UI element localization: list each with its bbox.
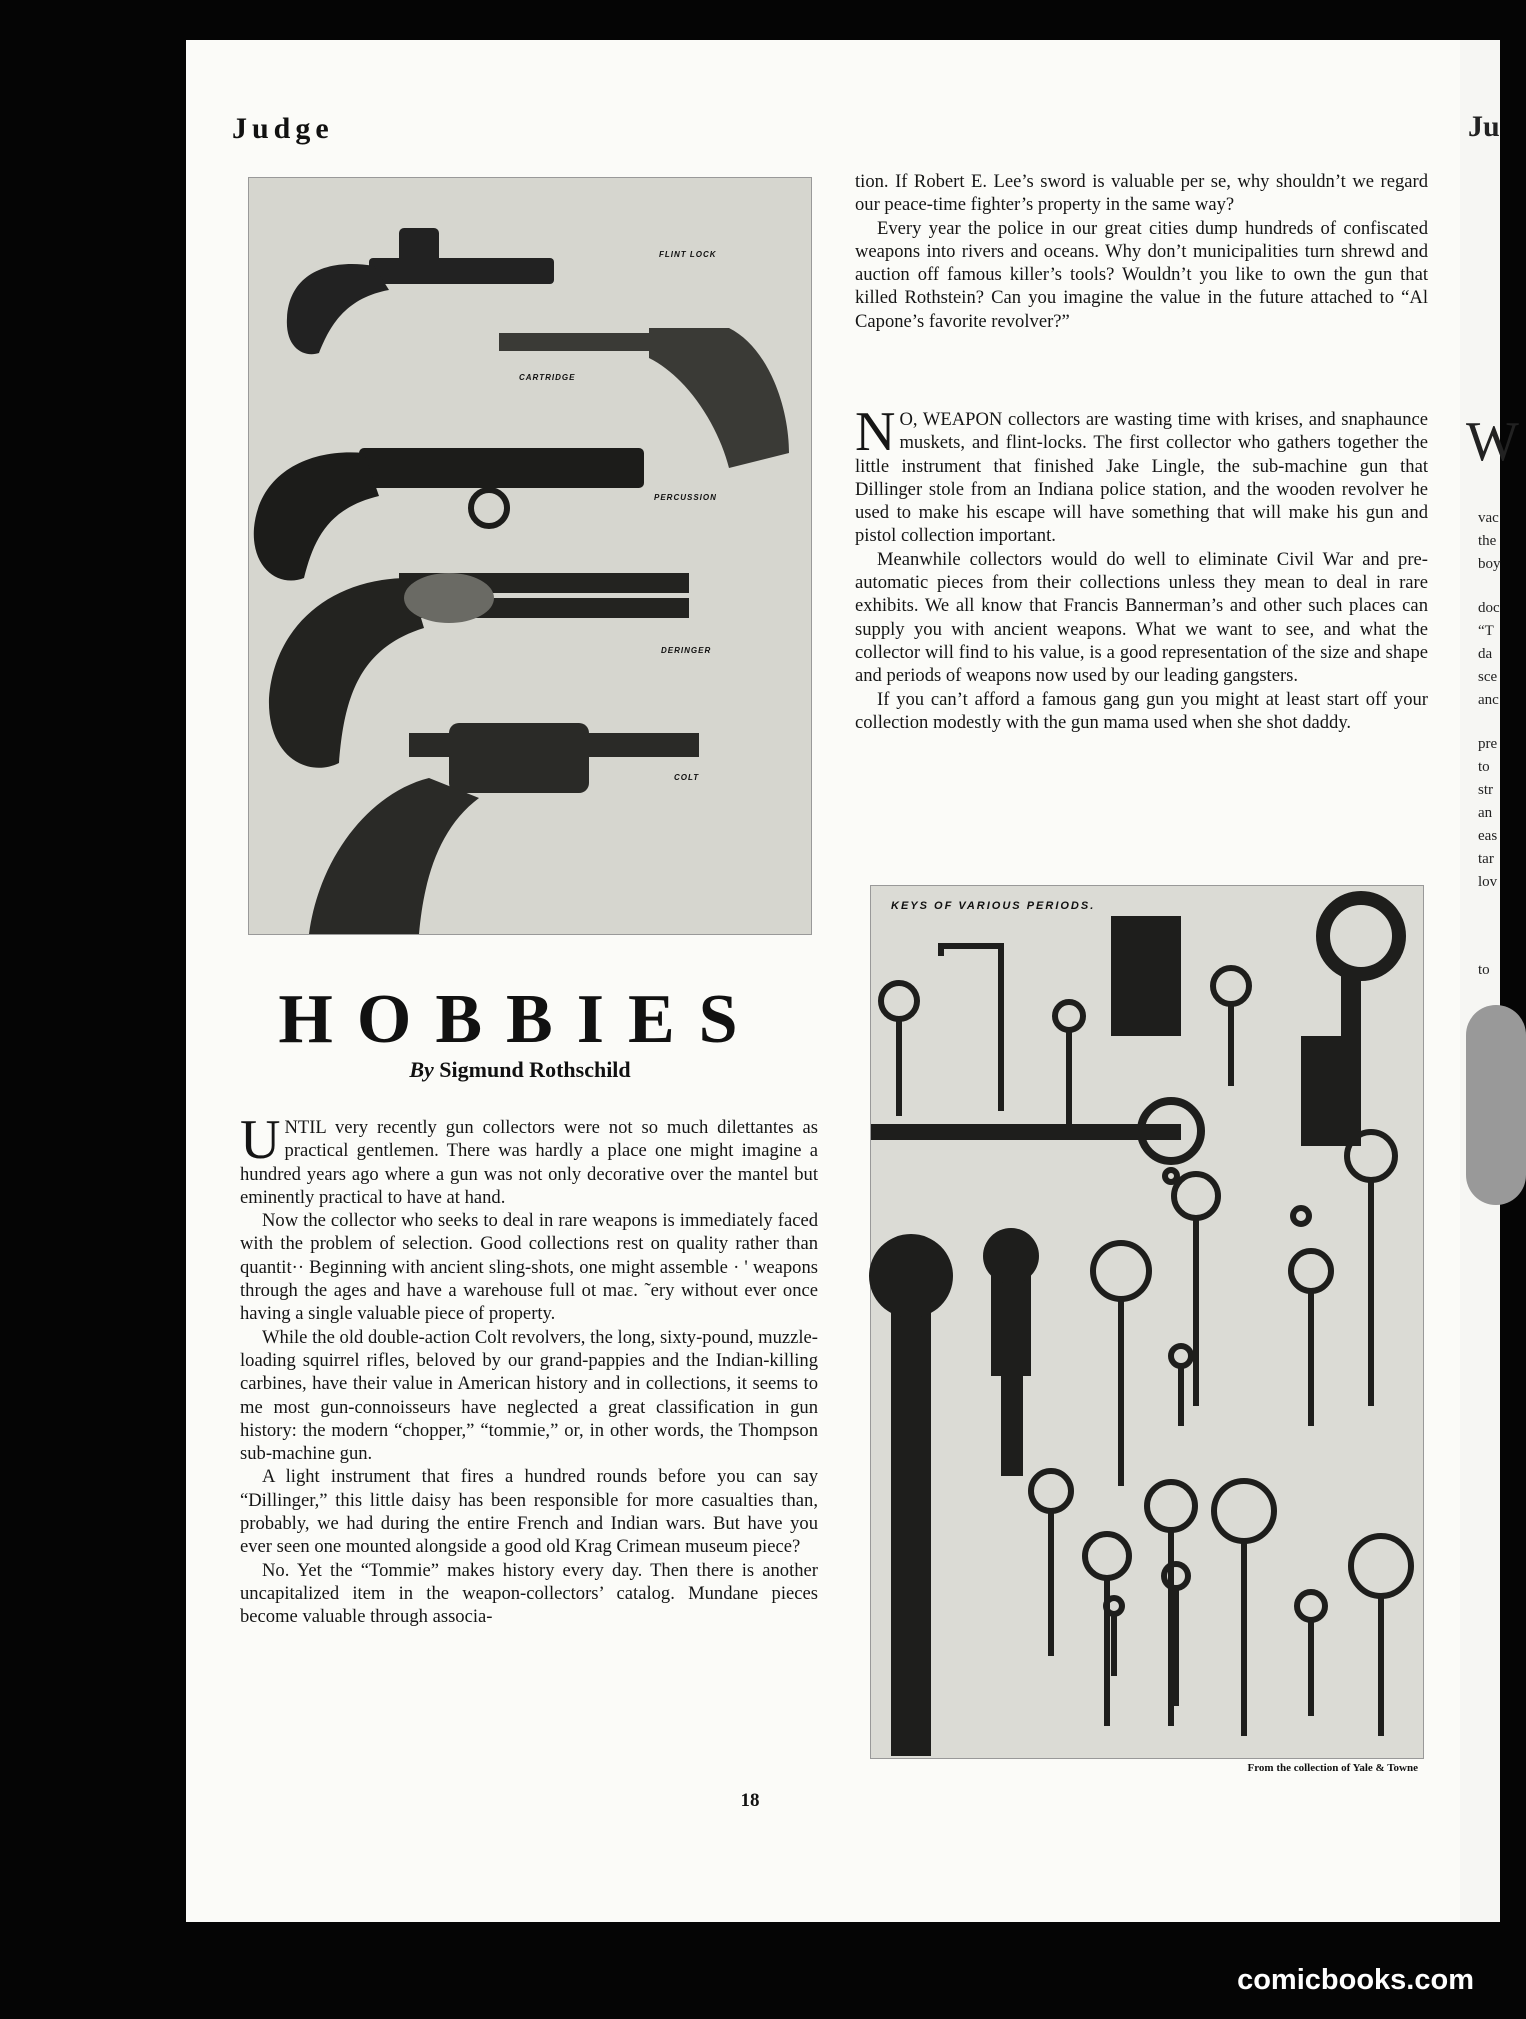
- paragraph: tion. If Robert E. Lee’s sword is valuable per se, why shouldn’t we regard our peace-time fighter’s property in the same way?: [855, 171, 1428, 216]
- next-page-fragment: boy: [1478, 556, 1501, 572]
- photo-label: CARTRIDGE: [519, 373, 576, 382]
- running-head: Judge: [232, 112, 334, 145]
- next-page-edge: [1460, 40, 1519, 1922]
- byline: [250, 1057, 790, 1083]
- article-column-right-top: [855, 170, 1428, 333]
- author-name: Sigmund Rothschild: [439, 1057, 631, 1082]
- photo-caption: From the collection of Yale & Towne: [1247, 1762, 1418, 1774]
- next-page-fragment: pre: [1478, 736, 1498, 752]
- antique-pistols-photo: [248, 177, 812, 935]
- next-page-fragment: vac: [1478, 510, 1499, 526]
- watermark: comicbooks.com: [1237, 1964, 1474, 1996]
- paragraph: [855, 401, 1428, 548]
- next-page-fragment: to: [1478, 759, 1490, 775]
- byline-prefix: By: [409, 1057, 434, 1082]
- article-column-right-middle: [855, 401, 1428, 734]
- next-page-fragment: str: [1478, 782, 1493, 798]
- photo-label: FLINT LOCK: [659, 250, 717, 259]
- paragraph: Meanwhile collectors would do well to eliminate Civil War and pre-automatic pieces from their collections unless they mean to deal in rare exhibits. We all know that Francis Bannerman’s and other such places can supply you with ancient weapons. What we want to see, and what the collector will find to his value, is a good representation of the size and shape and periods of weapons now used by our leading gangsters.: [855, 548, 1428, 687]
- next-page-fragment: sce: [1478, 669, 1498, 685]
- article-title: HOBBIES: [278, 981, 762, 1058]
- drop-cap: N: [855, 401, 896, 463]
- paragraph: Now the collector who seeks to deal in rare weapons is immediately faced with the problem of selection. Good collections rest on quality rather than quantit·· Beginning with ancient sling-shots, one might assemble · ' weapons through the ages and have a warehouse full ot maε. ˜ery without ever once having a single valuable piece of property.: [240, 1210, 818, 1325]
- next-page-image-edge: [1466, 1005, 1526, 1205]
- next-page-fragment: an: [1478, 805, 1493, 821]
- paragraph-text: NTIL very recently gun collectors were not so much dilettantes as practical gentlemen. There was hardly a place one might imagine a hundred years ago where a gun was not only decorative over the mantel but eminently practical to have at hand.: [240, 1117, 818, 1208]
- photo-label: COLT: [674, 773, 700, 782]
- next-page-fragment: tar: [1478, 851, 1494, 867]
- paragraph: A light instrument that fires a hundred rounds before you can say “Dillinger,” this little daisy has been responsible for more casualties than, probably, we had during the entire French and Indian wars. But have you ever seen one mounted alongside a good old Krag Crimean museum piece?: [240, 1466, 818, 1558]
- drop-cap: U: [240, 1109, 281, 1171]
- paragraph: If you can’t afford a famous gang gun you might at least start off your collection modestly with the gun mama used when she shot daddy.: [855, 688, 1428, 733]
- article-column-left: [240, 1109, 818, 1629]
- paragraph-text: O, WEAPON collectors are wasting time with krises, and snaphaunce muskets, and flint-locks. The first collector who gathers together the little instrument that finished Jake Lingle, the sub-machine gun that Dillinger stole from an Indiana police station, and the wooden revolver he used to make his escape will have something that will make his gun and pistol collection important.: [855, 409, 1428, 547]
- pistols-illustration: [249, 178, 811, 934]
- photo-label: DERINGER: [661, 646, 712, 655]
- antique-keys-photo: [870, 885, 1424, 1759]
- paragraph: Every year the police in our great cities dump hundreds of confiscated weapons into rivers and oceans. Why don’t municipalities turn shrewd and auction off famous killer’s tools? Wouldn’t you like to own the gun that killed Rothstein? Can you imagine the value in the future attached to “Al Capone’s favorite revolver?”: [855, 217, 1428, 332]
- next-page-fragment: doc: [1478, 600, 1500, 616]
- next-page-fragment: lov: [1478, 874, 1498, 890]
- next-page-fragment: “T: [1478, 623, 1494, 639]
- next-page-fragment: anc: [1478, 692, 1499, 708]
- next-page-header-fragment: Ju: [1468, 110, 1500, 143]
- next-page-fragment: W: [1466, 411, 1519, 473]
- next-page-fragment: to: [1478, 962, 1490, 978]
- paragraph: [240, 1109, 818, 1209]
- next-page-fragment: the: [1478, 533, 1497, 549]
- page-number: 18: [740, 1790, 760, 1811]
- key-photo-heading: KEYS OF VARIOUS PERIODS.: [891, 900, 1096, 912]
- next-page-fragment: eas: [1478, 828, 1498, 844]
- paragraph: No. Yet the “Tommie” makes history every day. Then there is another uncapitalized item in the weapon-collectors’ catalog. Mundane pieces become valuable through associa-: [240, 1559, 818, 1628]
- next-page-fragment: da: [1478, 646, 1493, 662]
- photo-label: PERCUSSION: [654, 493, 717, 502]
- keys-illustration: [871, 886, 1423, 1758]
- paragraph: While the old double-action Colt revolvers, the long, sixty-pound, muzzle-loading squirrel rifles, beloved by our grand-pappies and the Indian-killing carbines, have their value in American history and in collections, it seems to me most gun-connoisseurs have neglected a great classification in gun history: the modern “chopper,” “tommie,” or, in other words, the Thompson sub-machine gun.: [240, 1326, 818, 1465]
